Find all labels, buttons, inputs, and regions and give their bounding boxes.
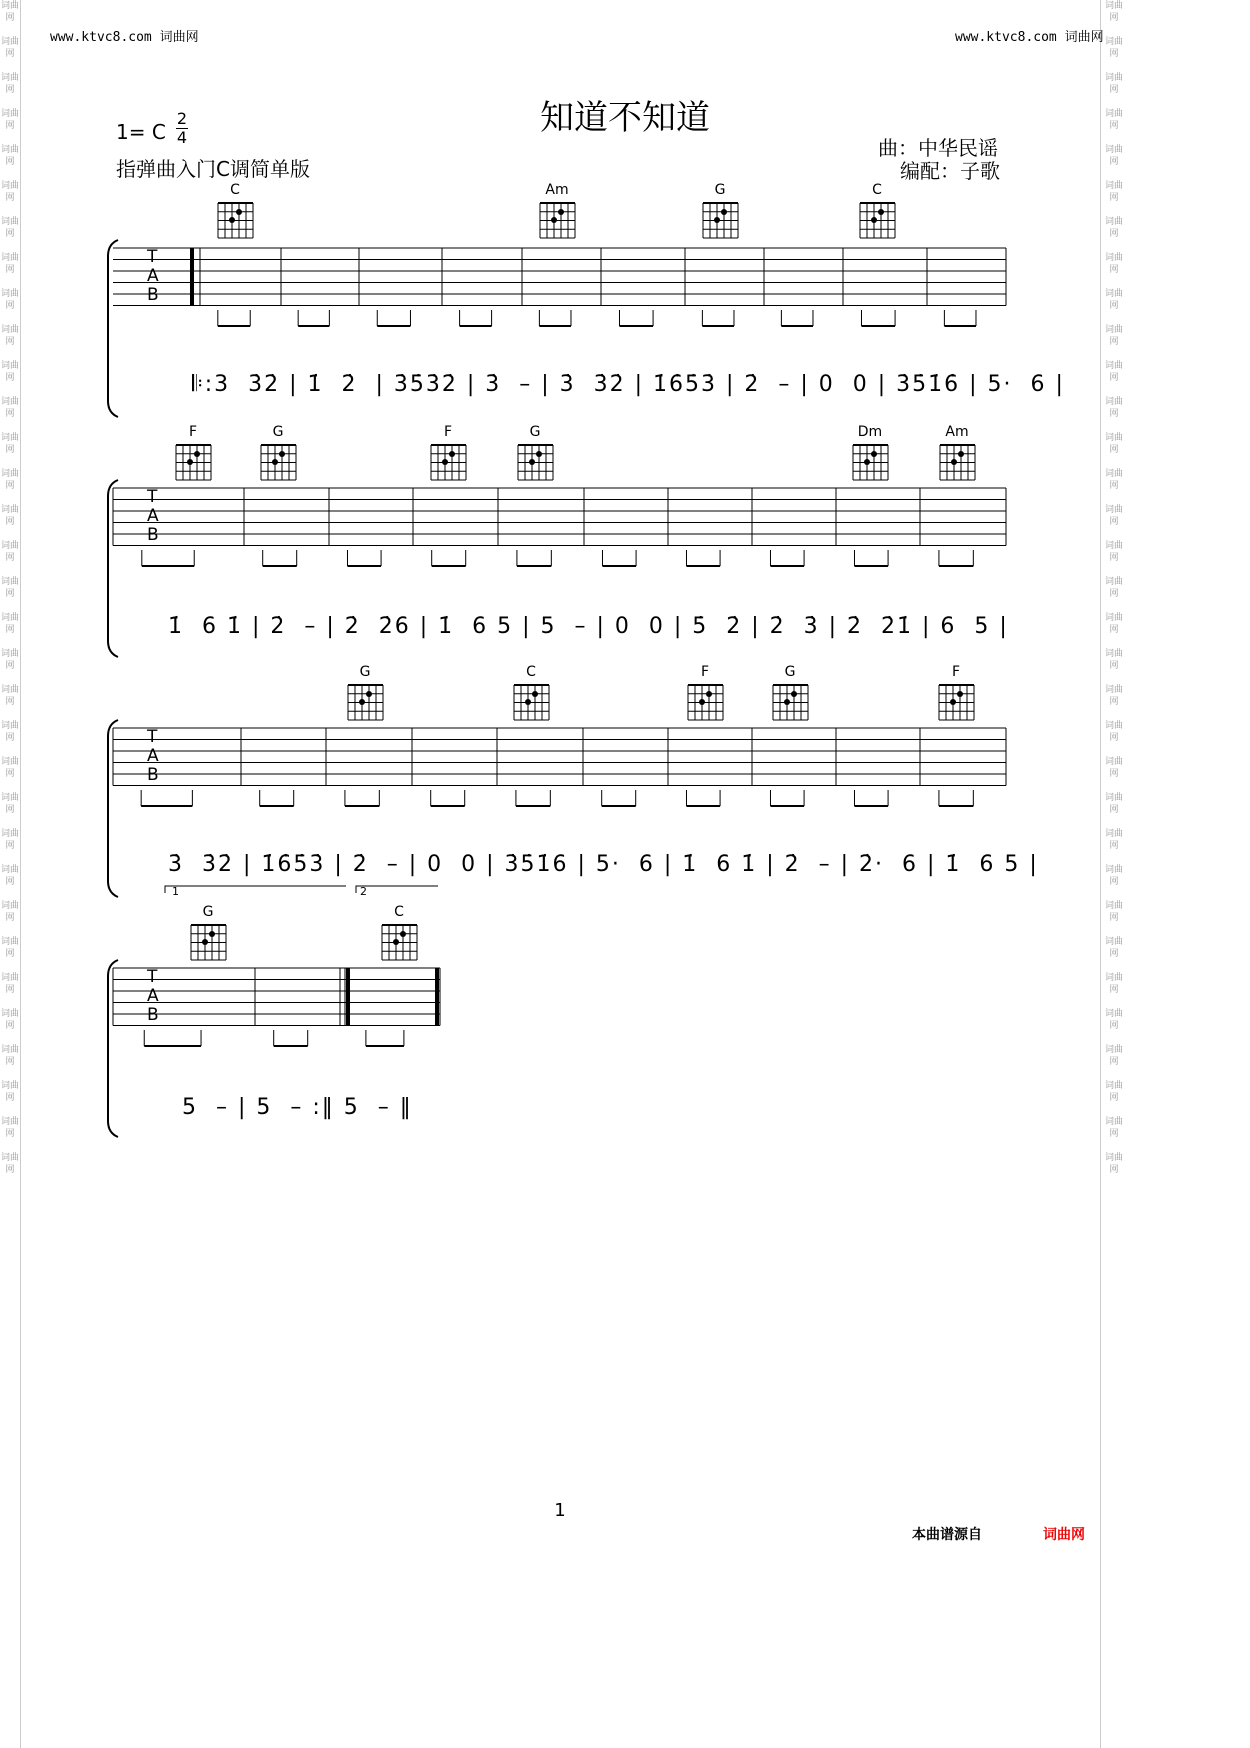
chord-dot [525, 699, 531, 705]
chord-dot [366, 691, 372, 697]
site-header-left[interactable]: www.ktvc8.com 词曲网 [50, 30, 199, 45]
chord-name-c: C [872, 182, 882, 198]
chord-dot [950, 699, 956, 705]
footer-site-link[interactable]: 词曲网 [1043, 1527, 1085, 1543]
jianpu-line-3: 3̇ 3̇2̇ | 1̇6̇5̇3̇ | 2̇ – | 0 0 | 3̇5̇1̇6 | 5· 6 | 1̇ 6 1̇ | 2̇ – | 2̇· 6 | 1̇ 6 5 | [168, 852, 1039, 877]
volta-2-bracket [356, 886, 438, 893]
tab-letter: B [147, 1005, 159, 1025]
chord-name-c: C [230, 182, 240, 198]
chord-dot [699, 699, 705, 705]
chord-dot [272, 459, 278, 465]
chord-dot [532, 691, 538, 697]
chord-dot [878, 209, 884, 215]
chord-name-c: C [394, 904, 404, 920]
chord-dot [706, 691, 712, 697]
chord-name-g: G [529, 424, 541, 440]
chord-name-dm: Dm [857, 424, 883, 440]
system-brace [108, 240, 118, 417]
tab-letter: A [147, 746, 159, 766]
chord-dot [864, 459, 870, 465]
time-top: 2 [176, 109, 188, 128]
chord-dot [958, 451, 964, 457]
page-number: 1 [554, 1500, 566, 1521]
jianpu-line-4: 5 – | 5 – :‖ 5 – ‖ [182, 1095, 413, 1120]
volta-2-label: 2 [360, 885, 367, 898]
key-signature: 1= C [116, 120, 166, 144]
time-bottom: 4 [176, 128, 188, 147]
chord-name-am: Am [545, 182, 569, 198]
chord-dot [536, 451, 542, 457]
side-watermark-left: 词曲网 词曲网 词曲网 词曲网 词曲网 词曲网 词曲网 词曲网 词曲网 词曲网 词曲网 词曲网 词曲网 词曲网 词曲网 词曲网 词曲网 词曲网 词曲网 词曲网 词曲网 词曲网 词曲网 词曲网 词曲网 词曲网 词曲网 词曲网 词曲网 词曲网 词曲网 词曲网 词曲网 [0, 1, 19, 1175]
chord-dot [279, 451, 285, 457]
chord-name-g: G [784, 664, 796, 680]
chord-dot [558, 209, 564, 215]
subtitle: 指弹曲入门C调简单版 [116, 157, 310, 181]
chord-dot [229, 217, 235, 223]
side-watermark-right: 词曲网 词曲网 词曲网 词曲网 词曲网 词曲网 词曲网 词曲网 词曲网 词曲网 词曲网 词曲网 词曲网 词曲网 词曲网 词曲网 词曲网 词曲网 词曲网 词曲网 词曲网 词曲网 词曲网 词曲网 词曲网 词曲网 词曲网 词曲网 词曲网 词曲网 词曲网 词曲网 词曲网 [1104, 1, 1123, 1175]
tab-letter: B [147, 285, 159, 305]
chord-dot [871, 451, 877, 457]
chord-name-am: Am [945, 424, 969, 440]
tab-letter: T [147, 727, 158, 747]
chord-dot [202, 939, 208, 945]
footer-source-label: 本曲谱源自 [912, 1527, 982, 1543]
chord-dot [187, 459, 193, 465]
chord-name-c: C [526, 664, 536, 680]
chord-dot [449, 451, 455, 457]
chord-dot [721, 209, 727, 215]
tab-letter: T [147, 487, 158, 507]
arranger: 编配：子歌 [900, 159, 1000, 183]
chord-dot [209, 931, 215, 937]
page-title: 知道不知道 [540, 98, 710, 138]
volta-1-bracket [165, 886, 346, 893]
chord-dot [784, 699, 790, 705]
volta-1-label: 1 [172, 885, 179, 898]
composer: 曲：中华民谣 [878, 136, 998, 160]
chord-dot [791, 691, 797, 697]
chord-name-g: G [714, 182, 726, 198]
chord-dot [529, 459, 535, 465]
chord-dot [957, 691, 963, 697]
chord-name-g: G [202, 904, 214, 920]
tab-letter: B [147, 765, 159, 785]
chord-dot [393, 939, 399, 945]
chord-dot [551, 217, 557, 223]
chord-dot [951, 459, 957, 465]
chord-dot [359, 699, 365, 705]
tab-letter: A [147, 506, 159, 526]
chord-dot [400, 931, 406, 937]
tab-letter: A [147, 986, 159, 1006]
tab-letter: T [147, 967, 158, 987]
chord-dot [714, 217, 720, 223]
chord-dot [442, 459, 448, 465]
chord-name-f: F [443, 424, 453, 440]
chord-dot [194, 451, 200, 457]
chord-name-f: F [188, 424, 198, 440]
tab-letter: T [147, 247, 158, 267]
chord-name-g: G [272, 424, 284, 440]
chord-name-f: F [700, 664, 710, 680]
jianpu-line-2: 1̇ 6 1̇ | 2̇ – | 2̇ 2̇6 | 1̇ 6 5 | 5 – | 0 0 | 5̇ 2̇ | 2̇ 3̇ | 2̇ 2̇1̇ | 6 5 | [168, 614, 1009, 639]
site-header-right[interactable]: www.ktvc8.com 词曲网 [955, 30, 1104, 45]
tab-letter: A [147, 266, 159, 286]
chord-name-g: G [359, 664, 371, 680]
jianpu-line-1: 𝄆:3 3̇2̇ | 1̇ 2̇ | 3̇5̇3̇2̇ | 3̇ – | 3̇ 3̇2̇ | 1̇6̇5̇3̇ | 2̇ – | 0 0 | 3̇5̇1̇6̇ | 5· 6 | [192, 372, 1065, 397]
chord-name-f: F [951, 664, 961, 680]
tab-letter: B [147, 525, 159, 545]
chord-dot [236, 209, 242, 215]
chord-dot [871, 217, 877, 223]
